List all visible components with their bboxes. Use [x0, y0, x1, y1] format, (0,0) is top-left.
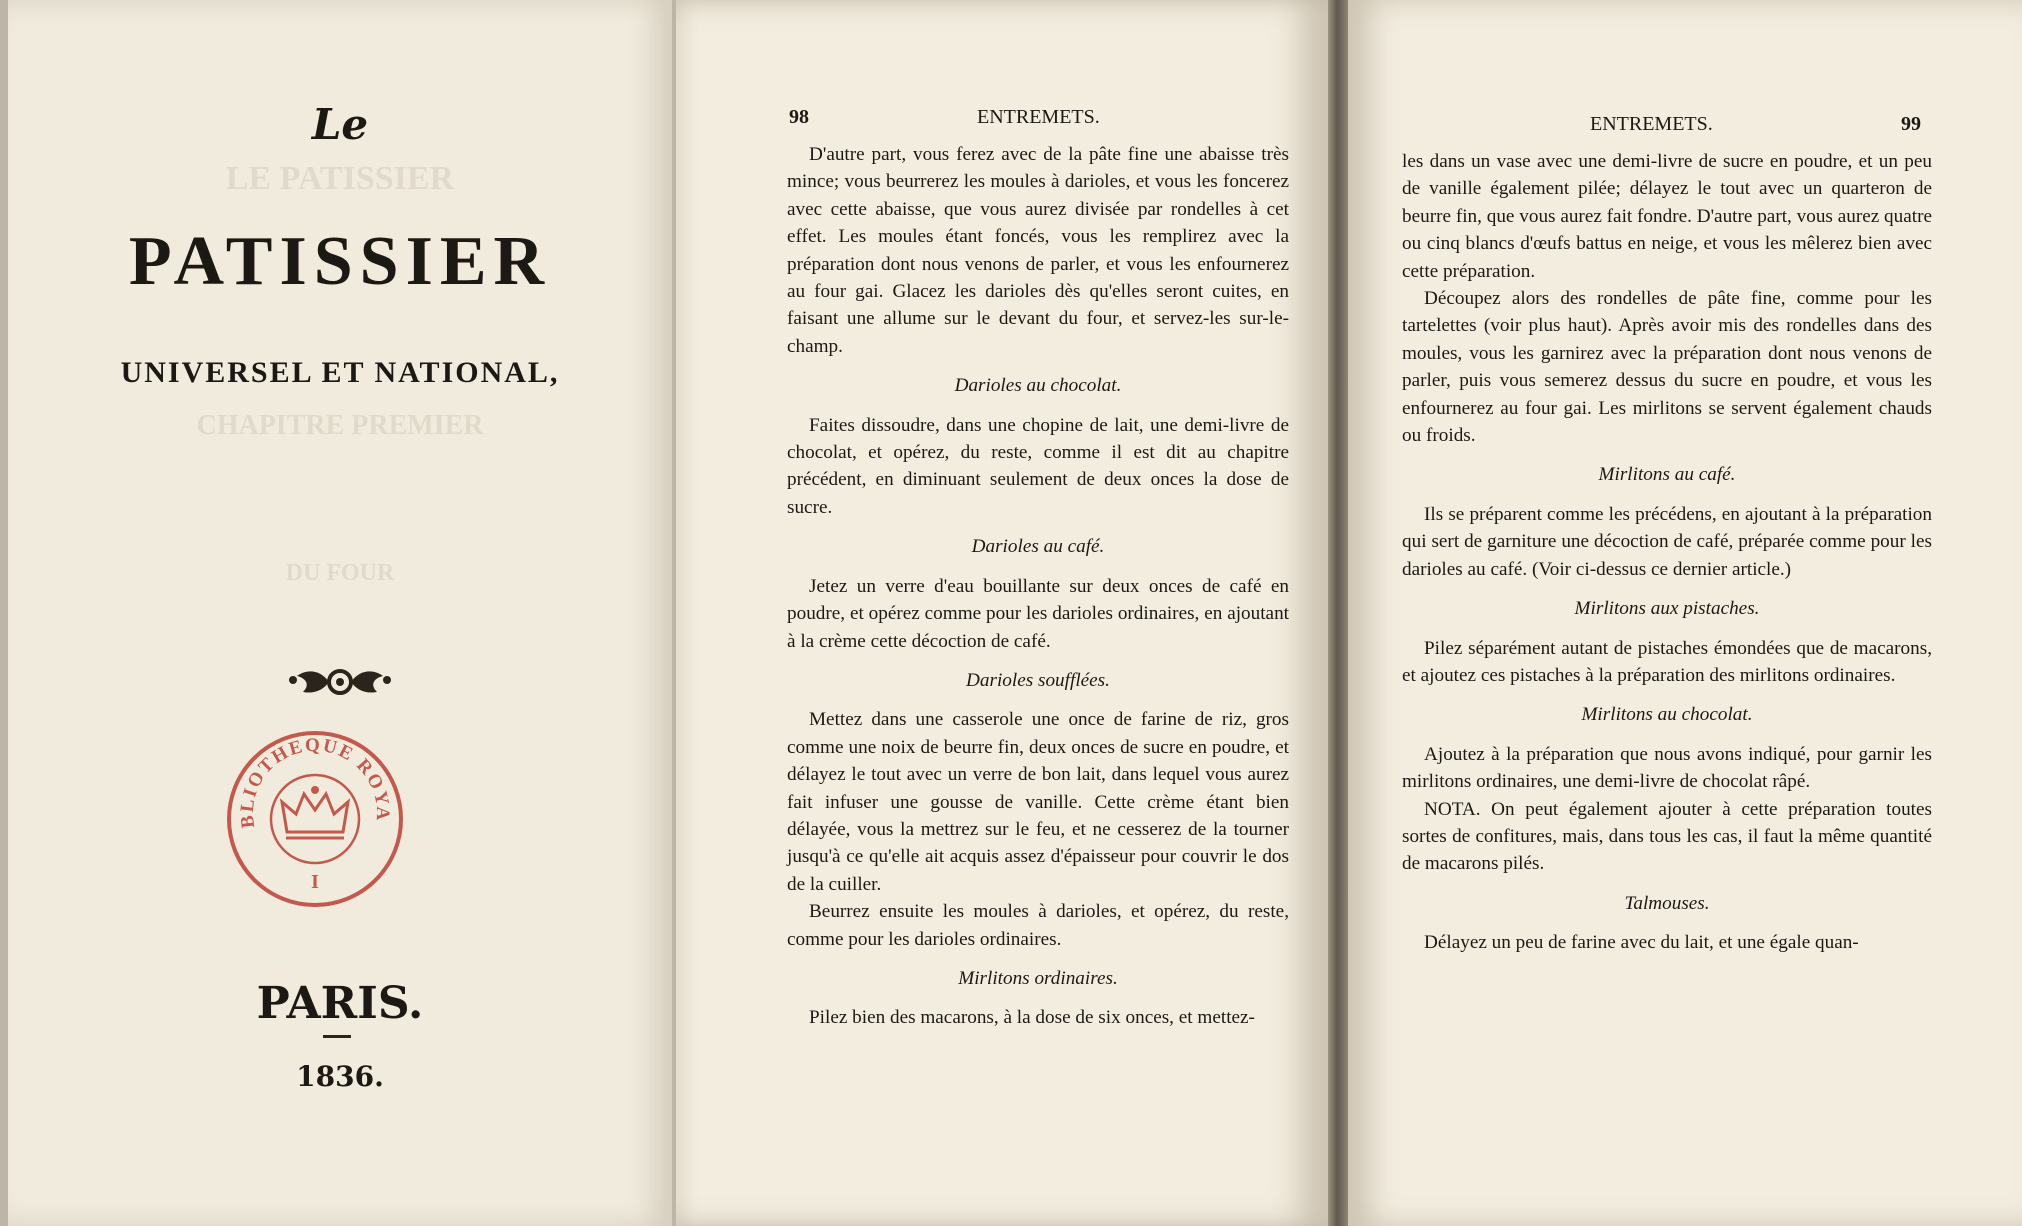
paragraph: Ils se préparent comme les précédens, en ajoutant à la préparation qui sert de garniture une décoction de café, préparée comme pour les darioles au café. (Voir ci-dessus ce dernier article.)	[1402, 503, 1932, 580]
section-heading: Mirlitons aux pistaches.	[1574, 598, 1760, 620]
section-heading: Mirlitons au café.	[1598, 464, 1736, 486]
paragraph: D'autre part, vous ferez avec de la pâte fine une abaisse très mince; vous beurrerez les moules à darioles, et vous les foncerez avec cette abaisse, que vous aurez divisée par rondelles à cet effet. Les moules étant foncés, vous les remplirez avec la préparation dont nous venons de parler, et vous les enfournerez au four gai. Glacez les darioles dès qu'elles seront cuites, en faisant une allume sur le devant du four, et servez-les sur-le-champ.	[787, 144, 1289, 357]
paragraph: NOTA. On peut également ajouter à cette préparation toutes sortes de confitures, mais, dans tous les cas, il faut la même quantité de macarons pilés.	[1402, 798, 1932, 875]
title-article: Le	[311, 100, 369, 149]
svg-text:I: I	[311, 871, 319, 893]
paragraph: Mettez dans une casserole une once de farine de riz, gros comme une noix de beurre fin, deux onces de sucre en poudre, et délayez le tout avec un verre de bon lait, dans lequel vous aurez fait infuser une gousse de vanille. Cette crème étant bien délayée, vous la mettrez sur le feu, et ne cesserez de la tourner jusqu'à ce qu'elle ait acquis assez d'épaisseur pour couvrir le dos de la cuiller.	[787, 709, 1289, 895]
library-stamp-icon	[224, 728, 406, 910]
divider	[323, 1035, 351, 1038]
paragraph: les dans un vase avec une demi-livre de sucre en poudre, et un peu de vanille également pilée; délayez le tout avec un quarteron de beurre fin, que vous aurez fait fondre. D'autre part, vous aurez quatre ou cinq blancs d'œufs battus en neige, et vous les mêlerez bien avec cette préparation.	[1402, 151, 1932, 282]
paragraph: Délayez un peu de farine avec du lait, et une égale quan-	[1424, 932, 1859, 954]
bleed-through-text: CHAPITRE PREMIER	[196, 410, 484, 441]
paragraph: Ajoutez à la préparation que nous avons indiqué, pour garnir les mirlitons ordinaires, une demi-livre de chocolat râpé.	[1402, 743, 1932, 793]
running-head: ENTREMETS.	[1590, 113, 1713, 135]
bleed-through-text: LE PATISSIER	[225, 160, 455, 197]
page-text	[787, 141, 1289, 1032]
svg-text:BIBLIOTHEQUE ROYALE: BLIOTHEQUE ROYA	[236, 734, 394, 830]
bleed-through-text: DU FOUR	[285, 560, 395, 586]
page-number: 99	[1901, 113, 1921, 135]
section-heading: Talmouses.	[1624, 892, 1710, 914]
page-number: 98	[789, 106, 809, 128]
page-99	[1348, 0, 2022, 1226]
ornament-icon	[8, 660, 672, 709]
title-page	[8, 0, 672, 1226]
paragraph: Découpez alors des rondelles de pâte fine, comme pour les tartelettes (voir plus haut). Après avoir mis des rondelles dans des moules, vous les garnirez avec la préparation dont nous venons de parler, puis vous semerez dessus du sucre en poudre, et vous les enfournerez au four gai. Les mirlitons se servent également chauds ou froids.	[1402, 288, 1932, 447]
book-gutter	[1328, 0, 1348, 1226]
paragraph: Pilez séparément autant de pistaches émondées que de macarons, et ajoutez ces pistaches à la préparation des mirlitons ordinaires.	[1402, 637, 1932, 686]
running-head: ENTREMETS.	[977, 106, 1100, 128]
imprint-year: 1836.	[296, 1060, 384, 1093]
section-heading: Mirlitons ordinaires.	[958, 967, 1118, 989]
imprint-city: PARIS.	[256, 978, 424, 1029]
paragraph: Faites dissoudre, dans une chopine de lait, une demi-livre de chocolat, et opérez, du reste, comme il est dit au chapitre précédent, en diminuant seulement de deux onces la dose de sucre.	[787, 414, 1289, 518]
section-heading: Darioles soufflées.	[966, 669, 1110, 691]
book-title: PATISSIER	[128, 223, 552, 300]
paragraph: Beurrez ensuite les moules à darioles, et opérez, du reste, comme pour les darioles ordinaires.	[787, 901, 1289, 950]
page-98	[676, 0, 1328, 1226]
section-heading: Darioles au chocolat.	[954, 375, 1122, 397]
paragraph: Pilez bien des macarons, à la dose de six onces, et mettez-	[809, 1007, 1255, 1029]
page-text	[1402, 148, 1932, 957]
section-heading: Darioles au café.	[971, 536, 1105, 558]
paragraph: Jetez un verre d'eau bouillante sur deux onces de café en poudre, et opérez comme pour les darioles ordinaires, en ajoutant à la crème cette décoction de café.	[787, 575, 1289, 652]
book-subtitle: UNIVERSEL ET NATIONAL,	[120, 356, 560, 389]
section-heading: Mirlitons au chocolat.	[1581, 704, 1753, 726]
